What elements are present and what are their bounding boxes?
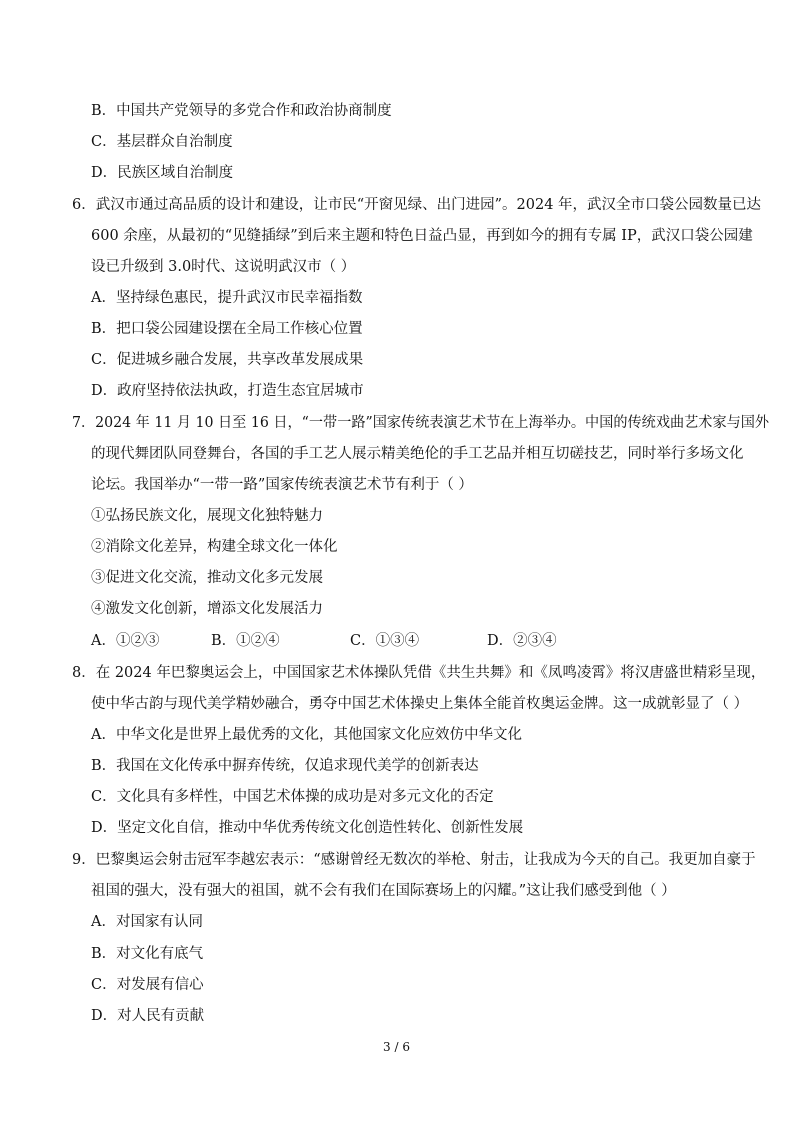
q8-option-b: B．我国在文化传承中摒弃传统，仅追求现代美学的创新表达 [91,758,479,774]
q6-option-b: B．把口袋公园建设摆在全局工作核心位置 [91,321,363,337]
q6-option-c: C．促进城乡融合发展，共享改革发展成果 [91,352,364,368]
q7-stem-line-2: 的现代舞团队同登舞台，各国的手工艺人展示精美绝伦的手工艺品并相互切磋技艺，同时举行多场文化 [91,446,744,462]
q9-stem-line-2: 祖国的强大，没有强大的祖国，就不会有我们在国际赛场上的闪耀。”这让我们感受到他（ ） [91,883,676,899]
q7-stem-line-1: 7．2024 年 11 月 10 日至 16 日，“一带一路”国家传统表演艺术节在上海举办。中国的传统戏曲艺术家与国外 [72,415,770,431]
q8-stem-line-1: 8．在 2024 年巴黎奥运会上，中国国家艺术体操队凭借《共生共舞》和《凤鸣凌霄》将汉唐盛世精彩呈现， [72,665,766,681]
page-number: 3 / 6 [383,1040,410,1054]
q8-option-d: D．坚定文化自信，推动中华优秀传统文化创造性转化、创新性发展 [91,820,524,836]
q6-stem-line-2: 600 余座，从最初的“见缝插绿”到后来主题和特色日益凸显，再到如今的拥有专属 IP，武汉口袋公园建 [91,228,753,244]
q5-option-b: B．中国共产党领导的多党合作和政治协商制度 [91,103,392,119]
q7-choice-b: B．①②④ [211,633,280,649]
q9-option-c: C．对发展有信心 [91,977,204,993]
q7-choice-d: D．②③④ [487,633,557,649]
q7-item-1: ①弘扬民族文化，展现文化独特魅力 [91,508,323,524]
q8-stem-line-2: 使中华古韵与现代美学精妙融合，勇夺中国艺术体操史上集体全能首枚奥运金牌。这一成就彰显了（ ） [91,696,749,712]
q6-stem-line-3: 设已升级到 3.0时代、这说明武汉市（ ） [91,259,356,275]
q8-option-a: A．中华文化是世界上最优秀的文化，其他国家文化应效仿中华文化 [91,727,522,743]
q6-option-d: D．政府坚持依法执政，打造生态宜居城市 [91,383,364,399]
q6-option-a: A．坚持绿色惠民，提升武汉市民幸福指数 [91,290,363,306]
q5-option-d: D．民族区域自治制度 [91,165,234,181]
q7-choice-a: A．①②③ [91,633,160,649]
q7-item-3: ③促进文化交流，推动文化多元发展 [91,570,323,586]
q9-option-d: D．对人民有贡献 [91,1008,205,1024]
q7-item-2: ②消除文化差异，构建全球文化一体化 [91,539,338,555]
q5-option-c: C．基层群众自治制度 [91,134,233,150]
q9-option-a: A．对国家有认同 [91,914,203,930]
q9-stem-line-1: 9．巴黎奥运会射击冠军李越宏表示：“感谢曾经无数次的举枪、射击，让我成为今天的自己。我更加自豪于 [72,852,756,868]
q6-stem-line-1: 6．武汉市通过高品质的设计和建设，让市民“开窗见绿、出门进园”。2024 年，武汉全市口袋公园数量已达 [72,197,762,213]
q9-option-b: B．对文化有底气 [91,946,204,962]
q8-option-c: C．文化具有多样性，中国艺术体操的成功是对多元文化的否定 [91,789,494,805]
q7-stem-line-3: 论坛。我国举办“一带一路”国家传统表演艺术节有利于（ ） [91,477,473,493]
q7-choice-c: C．①③④ [350,633,420,649]
q7-item-4: ④激发文化创新，增添文化发展活力 [91,601,323,617]
